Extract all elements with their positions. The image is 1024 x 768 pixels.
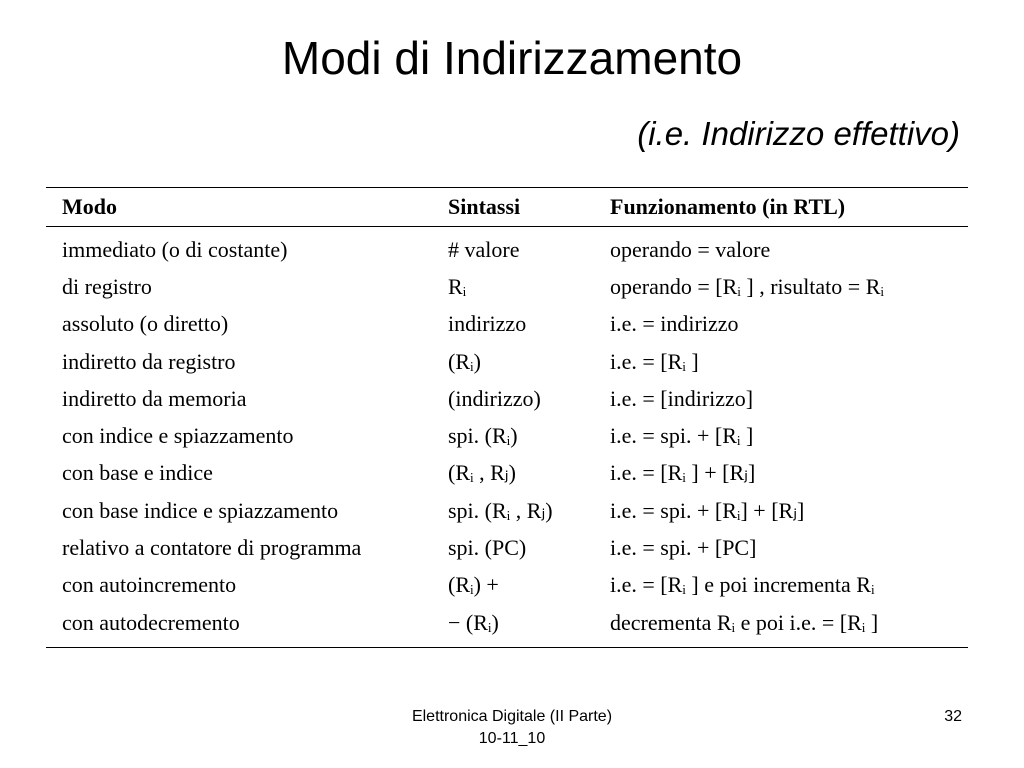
cell-funzionamento: i.e. = [indirizzo] bbox=[610, 385, 754, 411]
cell-modo: di registro bbox=[62, 273, 152, 299]
cell-sintassi: (Rᵢ) + bbox=[448, 572, 499, 598]
cell-sintassi: Rᵢ bbox=[448, 273, 467, 299]
cell-sintassi: (indirizzo) bbox=[448, 385, 541, 411]
table-row bbox=[46, 492, 968, 529]
cell-modo: immediato (o di costante) bbox=[62, 236, 288, 262]
table-row bbox=[46, 529, 968, 566]
cell-sintassi: (Rᵢ , Rⱼ) bbox=[448, 460, 516, 486]
cell-sintassi: (Rᵢ) bbox=[448, 348, 481, 374]
header-sintassi: Sintassi bbox=[448, 194, 521, 219]
table-row bbox=[46, 268, 968, 305]
cell-funzionamento: operando = [Rᵢ ] , risultato = Rᵢ bbox=[610, 273, 884, 299]
cell-modo: assoluto (o diretto) bbox=[62, 311, 229, 337]
table-header-row bbox=[46, 188, 968, 227]
cell-funzionamento: operando = valore bbox=[610, 236, 771, 262]
header-modo: Modo bbox=[62, 194, 117, 219]
cell-modo: indiretto da registro bbox=[62, 348, 236, 374]
cell-sintassi: spi. (Rᵢ) bbox=[448, 423, 518, 449]
cell-modo: con base indice e spiazzamento bbox=[62, 497, 339, 523]
cell-funzionamento: decrementa Rᵢ e poi i.e. = [Rᵢ ] bbox=[610, 609, 879, 635]
cell-funzionamento: i.e. = spi. + [Rᵢ ] bbox=[610, 423, 754, 449]
cell-funzionamento: i.e. = indirizzo bbox=[610, 311, 739, 337]
table-row bbox=[46, 380, 968, 417]
cell-sintassi: indirizzo bbox=[448, 311, 527, 337]
cell-sintassi: spi. (Rᵢ , Rⱼ) bbox=[448, 497, 553, 523]
cell-modo: con autoincremento bbox=[62, 572, 237, 598]
cell-modo: indiretto da memoria bbox=[62, 385, 247, 411]
cell-funzionamento: i.e. = [Rᵢ ] + [Rⱼ] bbox=[610, 460, 756, 486]
table-row bbox=[46, 343, 968, 380]
addressing-modes-table bbox=[46, 187, 968, 648]
table-row bbox=[46, 306, 968, 343]
table-row bbox=[46, 417, 968, 454]
cell-funzionamento: i.e. = [Rᵢ ] e poi incrementa Rᵢ bbox=[610, 572, 875, 598]
page-number: 32 bbox=[944, 708, 962, 725]
cell-funzionamento: i.e. = [Rᵢ ] bbox=[610, 348, 699, 374]
footer-course: Elettronica Digitale (II Parte) bbox=[411, 708, 613, 725]
table-row bbox=[46, 227, 968, 269]
cell-sintassi: − (Rᵢ) bbox=[448, 609, 499, 635]
table-row bbox=[46, 567, 968, 604]
footer-code: 10-11_10 bbox=[478, 730, 546, 747]
cell-sintassi: spi. (PC) bbox=[448, 535, 527, 561]
slide-title: Modi di Indirizzamento bbox=[281, 32, 743, 84]
cell-funzionamento: i.e. = spi. + [Rᵢ] + [Rⱼ] bbox=[610, 497, 805, 523]
header-funzionamento: Funzionamento (in RTL) bbox=[610, 194, 846, 219]
table-row bbox=[46, 604, 968, 647]
cell-modo: con autodecremento bbox=[62, 609, 240, 635]
slide-subtitle: (i.e. Indirizzo effettivo) bbox=[637, 115, 960, 152]
slide-footer bbox=[0, 706, 1024, 750]
cell-modo: con base e indice bbox=[62, 460, 213, 486]
table-row bbox=[46, 455, 968, 492]
cell-modo: con indice e spiazzamento bbox=[62, 423, 294, 449]
cell-sintassi: # valore bbox=[448, 236, 520, 262]
cell-funzionamento: i.e. = spi. + [PC] bbox=[610, 535, 757, 561]
cell-modo: relativo a contatore di programma bbox=[62, 535, 362, 561]
